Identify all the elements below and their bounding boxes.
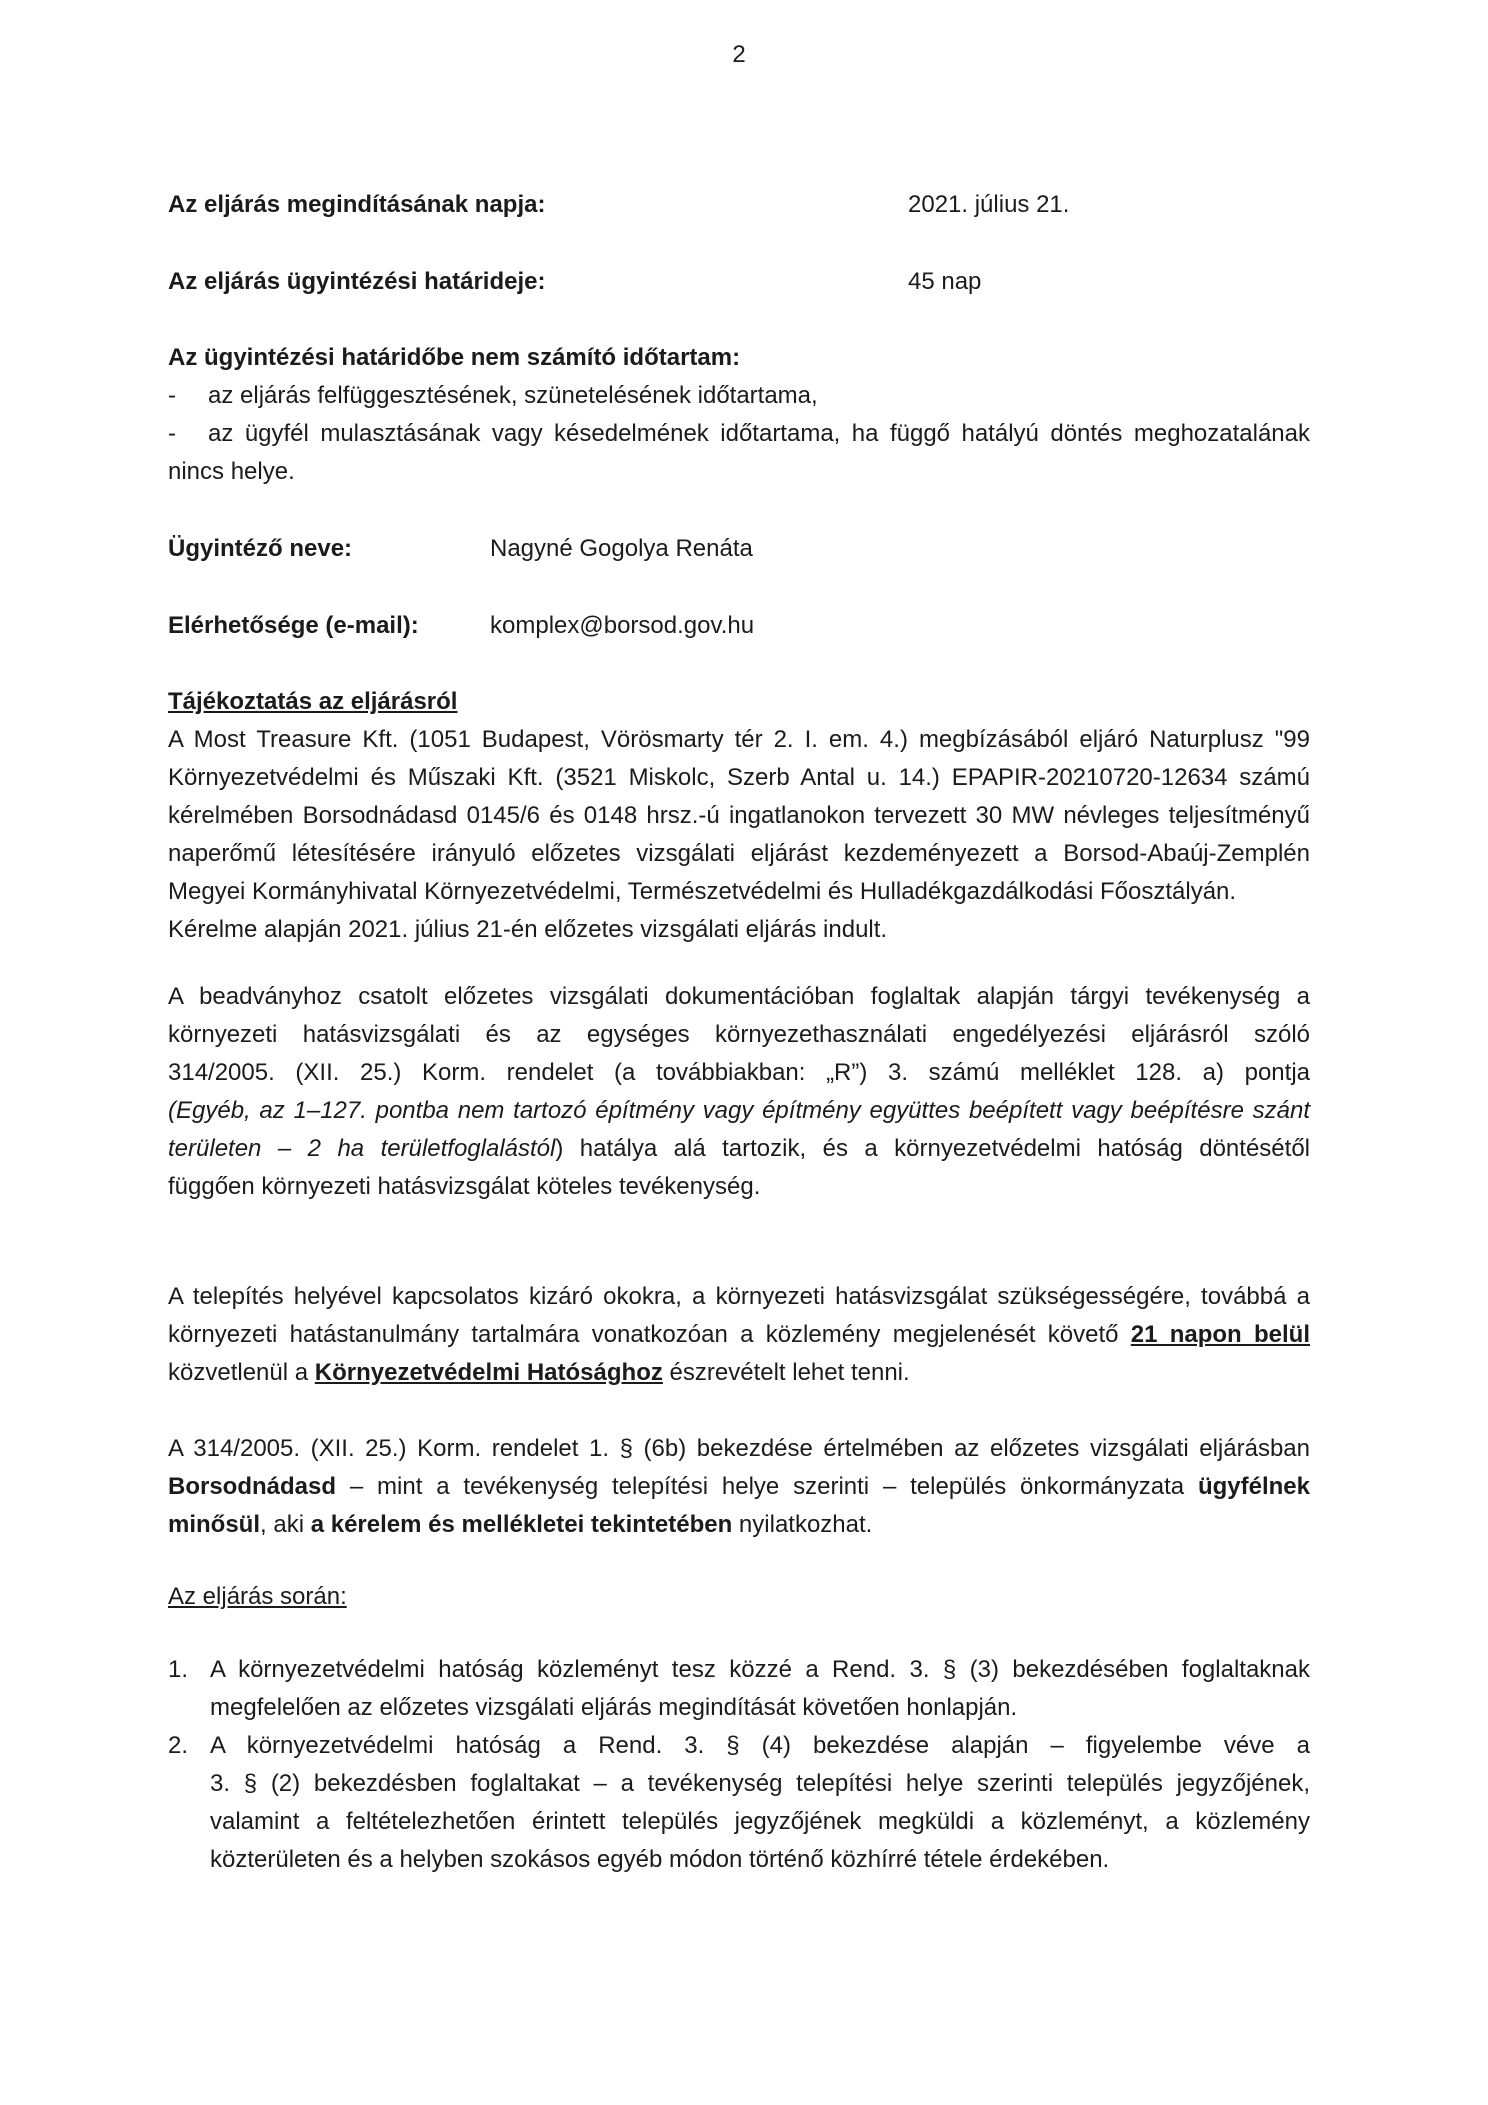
field-row-case-officer (168, 530, 1310, 568)
paragraph-public-remarks (168, 1278, 1310, 1392)
section-heading-excluded-time: Az ügyintézési határidőbe nem számító időtartam: (168, 344, 741, 371)
text-segment: naperőmű létesítésére irányuló előzetes vizsgálati eljárást kezdeményezett a Borsod-Abaúj-Zemplén (168, 840, 1310, 867)
text-line (210, 1651, 1310, 1689)
text-line (210, 1689, 1310, 1727)
text-line (210, 1841, 1310, 1879)
text-segment: ) hatálya alá tartozik, és a környezetvédelmi hatóság döntésétől (555, 1135, 1310, 1162)
text-segment: nincs helye. (168, 458, 295, 485)
text-line (168, 978, 1310, 1016)
text-line (168, 1430, 1310, 1468)
text-line (168, 1016, 1310, 1054)
text-line (168, 1054, 1310, 1092)
text-segment: 21 napon belül (1130, 1321, 1310, 1348)
text-segment: észrevételt lehet tenni. (662, 1359, 910, 1386)
text-segment: közvetlenül a (168, 1359, 315, 1386)
text-segment: - (168, 382, 176, 409)
section-heading-procedure: Az eljárás során: (168, 1583, 347, 1610)
text-segment: kérelmében Borsodnádasd 0145/6 és 0148 hrsz.-ú ingatlanokon tervezett 30 MW névleges teljesítményű (168, 802, 1310, 829)
text-line (168, 1130, 1310, 1168)
text-line (168, 377, 1310, 415)
section-heading-information: Tájékoztatás az eljárásról (168, 688, 458, 715)
text-segment: ügyfélnek (1197, 1473, 1310, 1500)
text-segment: az eljárás felfüggesztésének, szünetelésének időtartama, (208, 382, 818, 409)
text-segment: Környezetvédelmi és Műszaki Kft. (3521 Miskolc, Szerb Antal u. 14.) EPAPIR-20210720-12634 számú (168, 764, 1310, 791)
field-label-contact-email: Elérhetősége (e-mail): (168, 612, 419, 639)
text-line (168, 759, 1310, 797)
paragraph-regulation (168, 978, 1310, 1206)
text-segment: környezeti hatástanulmány tartalmára vonatkozóan a közlemény megjelenését követő (168, 1321, 1131, 1348)
text-segment: Kérelme alapján 2021. július 21-én előzetes vizsgálati eljárás indult. (168, 916, 888, 943)
paragraph-application (168, 721, 1310, 949)
text-segment: A környezetvédelmi hatóság a Rend. 3. § (4) bekezdése alapján – figyelembe véve a (210, 1732, 1310, 1759)
text-segment: A 314/2005. (XII. 25.) Korm. rendelet 1. § (6b) bekezdése értelmében az előzetes vizsgálati eljárásban (168, 1435, 1310, 1462)
text-segment: függően környezeti hatásvizsgálat köteles tevékenység. (168, 1173, 761, 1200)
field-value-start-date: 2021. július 21. (908, 191, 1070, 218)
text-line (168, 1468, 1310, 1506)
text-line (168, 1092, 1310, 1130)
procedure-item-2-text (210, 1727, 1310, 1879)
text-segment: Megyei Kormányhivatal Környezetvédelmi, Természetvédelmi és Hulladékgazdálkodási Főosztályán. (168, 878, 1237, 905)
text-segment: A környezetvédelmi hatóság közleményt tesz közzé a Rend. 3. § (3) bekezdésében foglaltaknak (210, 1656, 1310, 1683)
text-line (168, 721, 1310, 759)
text-segment: A telepítés helyével kapcsolatos kizáró okokra, a környezeti hatásvizsgálat szükségességére, továbbá a (168, 1283, 1310, 1310)
text-segment: (Egyéb, az 1–127. pontba nem tartozó építmény vagy építmény együttes beépített vagy beépítésre szánt (168, 1097, 1310, 1124)
procedure-item-1 (168, 1651, 1310, 1727)
text-line (168, 797, 1310, 835)
page-number: 2 (732, 41, 746, 68)
paragraph-municipality-client (168, 1430, 1310, 1544)
text-line (168, 1354, 1310, 1392)
field-row-deadline (168, 263, 1310, 301)
text-segment: közterületen és a helyben szokásos egyéb módon történő közhírré tétele érdekében. (210, 1846, 1110, 1873)
text-line (168, 1316, 1310, 1354)
item-number-1: 1. (168, 1656, 189, 1683)
text-line (168, 1278, 1310, 1316)
field-label-deadline: Az eljárás ügyintézési határideje: (168, 268, 546, 295)
text-segment: A Most Treasure Kft. (1051 Budapest, Vörösmarty tér 2. I. em. 4.) megbízásából eljáró Naturplusz "99 (168, 726, 1310, 753)
text-line (168, 873, 1310, 911)
field-value-deadline: 45 nap (908, 268, 982, 295)
text-segment: - (168, 420, 176, 447)
field-row-start-date (168, 186, 1310, 224)
text-segment: Borsodnádasd (168, 1473, 337, 1500)
text-segment: 314/2005. (XII. 25.) Korm. rendelet (a továbbiakban: „R”) 3. számú melléklet 128. a) pontja (168, 1059, 1310, 1086)
text-line (168, 453, 1310, 491)
procedure-list (168, 1651, 1310, 1879)
item-number-2: 2. (168, 1732, 189, 1759)
text-segment: , aki (260, 1511, 311, 1538)
text-line (168, 835, 1310, 873)
text-line (210, 1765, 1310, 1803)
text-line (168, 415, 1310, 453)
field-label-start-date: Az eljárás megindításának napja: (168, 191, 546, 218)
field-value-contact-email: komplex@borsod.gov.hu (490, 612, 755, 639)
text-segment: valamint a feltételezhetően érintett település jegyzőjének megküldi a közleményt, a közlemény (210, 1808, 1310, 1835)
text-line (210, 1727, 1310, 1765)
procedure-item-2 (168, 1727, 1310, 1879)
text-segment: az ügyfél mulasztásának vagy késedelmének időtartama, ha függő hatályú döntés meghozatalának (208, 420, 1310, 447)
text-segment: nyilatkozhat. (732, 1511, 873, 1538)
text-line (168, 911, 1310, 949)
text-segment: – mint a tevékenység telepítési helye szerinti – település önkormányzata (336, 1473, 1198, 1500)
text-line (210, 1803, 1310, 1841)
text-line (168, 1168, 1310, 1206)
procedure-item-1-text (210, 1651, 1310, 1727)
field-value-case-officer: Nagyné Gogolya Renáta (490, 535, 753, 562)
text-segment: minősül (168, 1511, 261, 1538)
text-segment: Környezetvédelmi Hatósághoz (314, 1359, 663, 1386)
text-segment: területen – 2 ha területfoglalástól (168, 1135, 556, 1162)
excluded-time-list (168, 377, 1310, 491)
text-line (168, 1506, 1310, 1544)
text-segment: 3. § (2) bekezdésben foglaltakat – a tevékenység telepítési helye szerinti település jegyzőjének, (210, 1770, 1310, 1797)
text-segment: környezeti hatásvizsgálati és az egységes környezethasználati engedélyezési eljárásról szóló (168, 1021, 1310, 1048)
text-segment: megfelelően az előzetes vizsgálati eljárás megindítását követően honlapján. (210, 1694, 1018, 1721)
field-row-contact-email (168, 607, 1310, 645)
text-segment: A beadványhoz csatolt előzetes vizsgálati dokumentációban foglaltak alapján tárgyi tevékenység a (168, 983, 1310, 1010)
field-label-case-officer: Ügyintéző neve: (168, 535, 353, 562)
text-segment: a kérelem és mellékletei tekintetében (310, 1511, 733, 1538)
